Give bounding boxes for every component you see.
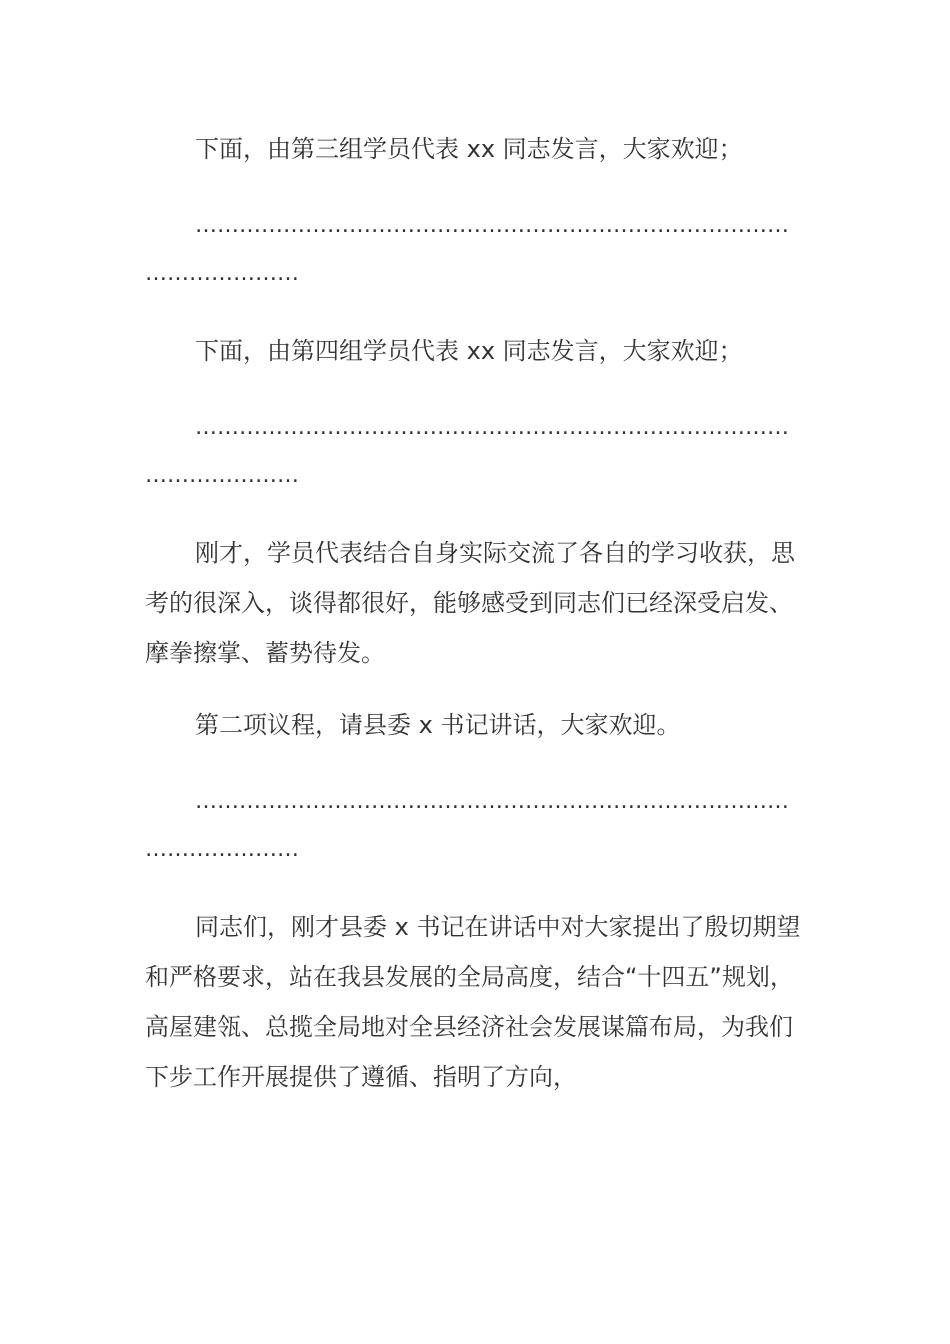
paragraph-agenda-item-two: 第二项议程，请县委 x 书记讲话，大家欢迎。 <box>195 711 681 739</box>
paragraph-closing-remarks: 同志们，刚才县委 x 书记在讲话中对大家提出了殷切期望和严格要求，站在我县发展的全局高度，结合“十四五”规划，高屋建瓴、总揽全局地对全县经济社会发展谋篇布局，为我们下步工作开展提供了遵循、指明了方向， <box>145 913 801 1091</box>
ellipsis-line-3: ………………………………………………………………………………………… <box>145 789 789 862</box>
ellipsis-line-1: ………………………………………………………………………………………… <box>145 213 789 286</box>
ellipsis-line-2: ………………………………………………………………………………………… <box>145 415 789 488</box>
paragraph-group-4-speech: 下面，由第四组学员代表 xx 同志发言，大家欢迎； <box>195 337 743 365</box>
document-body <box>145 124 805 1130</box>
paragraph-summary-remarks: 刚才，学员代表结合自身实际交流了各自的学习收获，思考的很深入，谈得都很好，能够感受到同志们已经深受启发、摩拳擦掌、蓄势待发。 <box>145 539 795 667</box>
paragraph-group-3-speech: 下面，由第三组学员代表 xx 同志发言，大家欢迎； <box>195 135 743 163</box>
